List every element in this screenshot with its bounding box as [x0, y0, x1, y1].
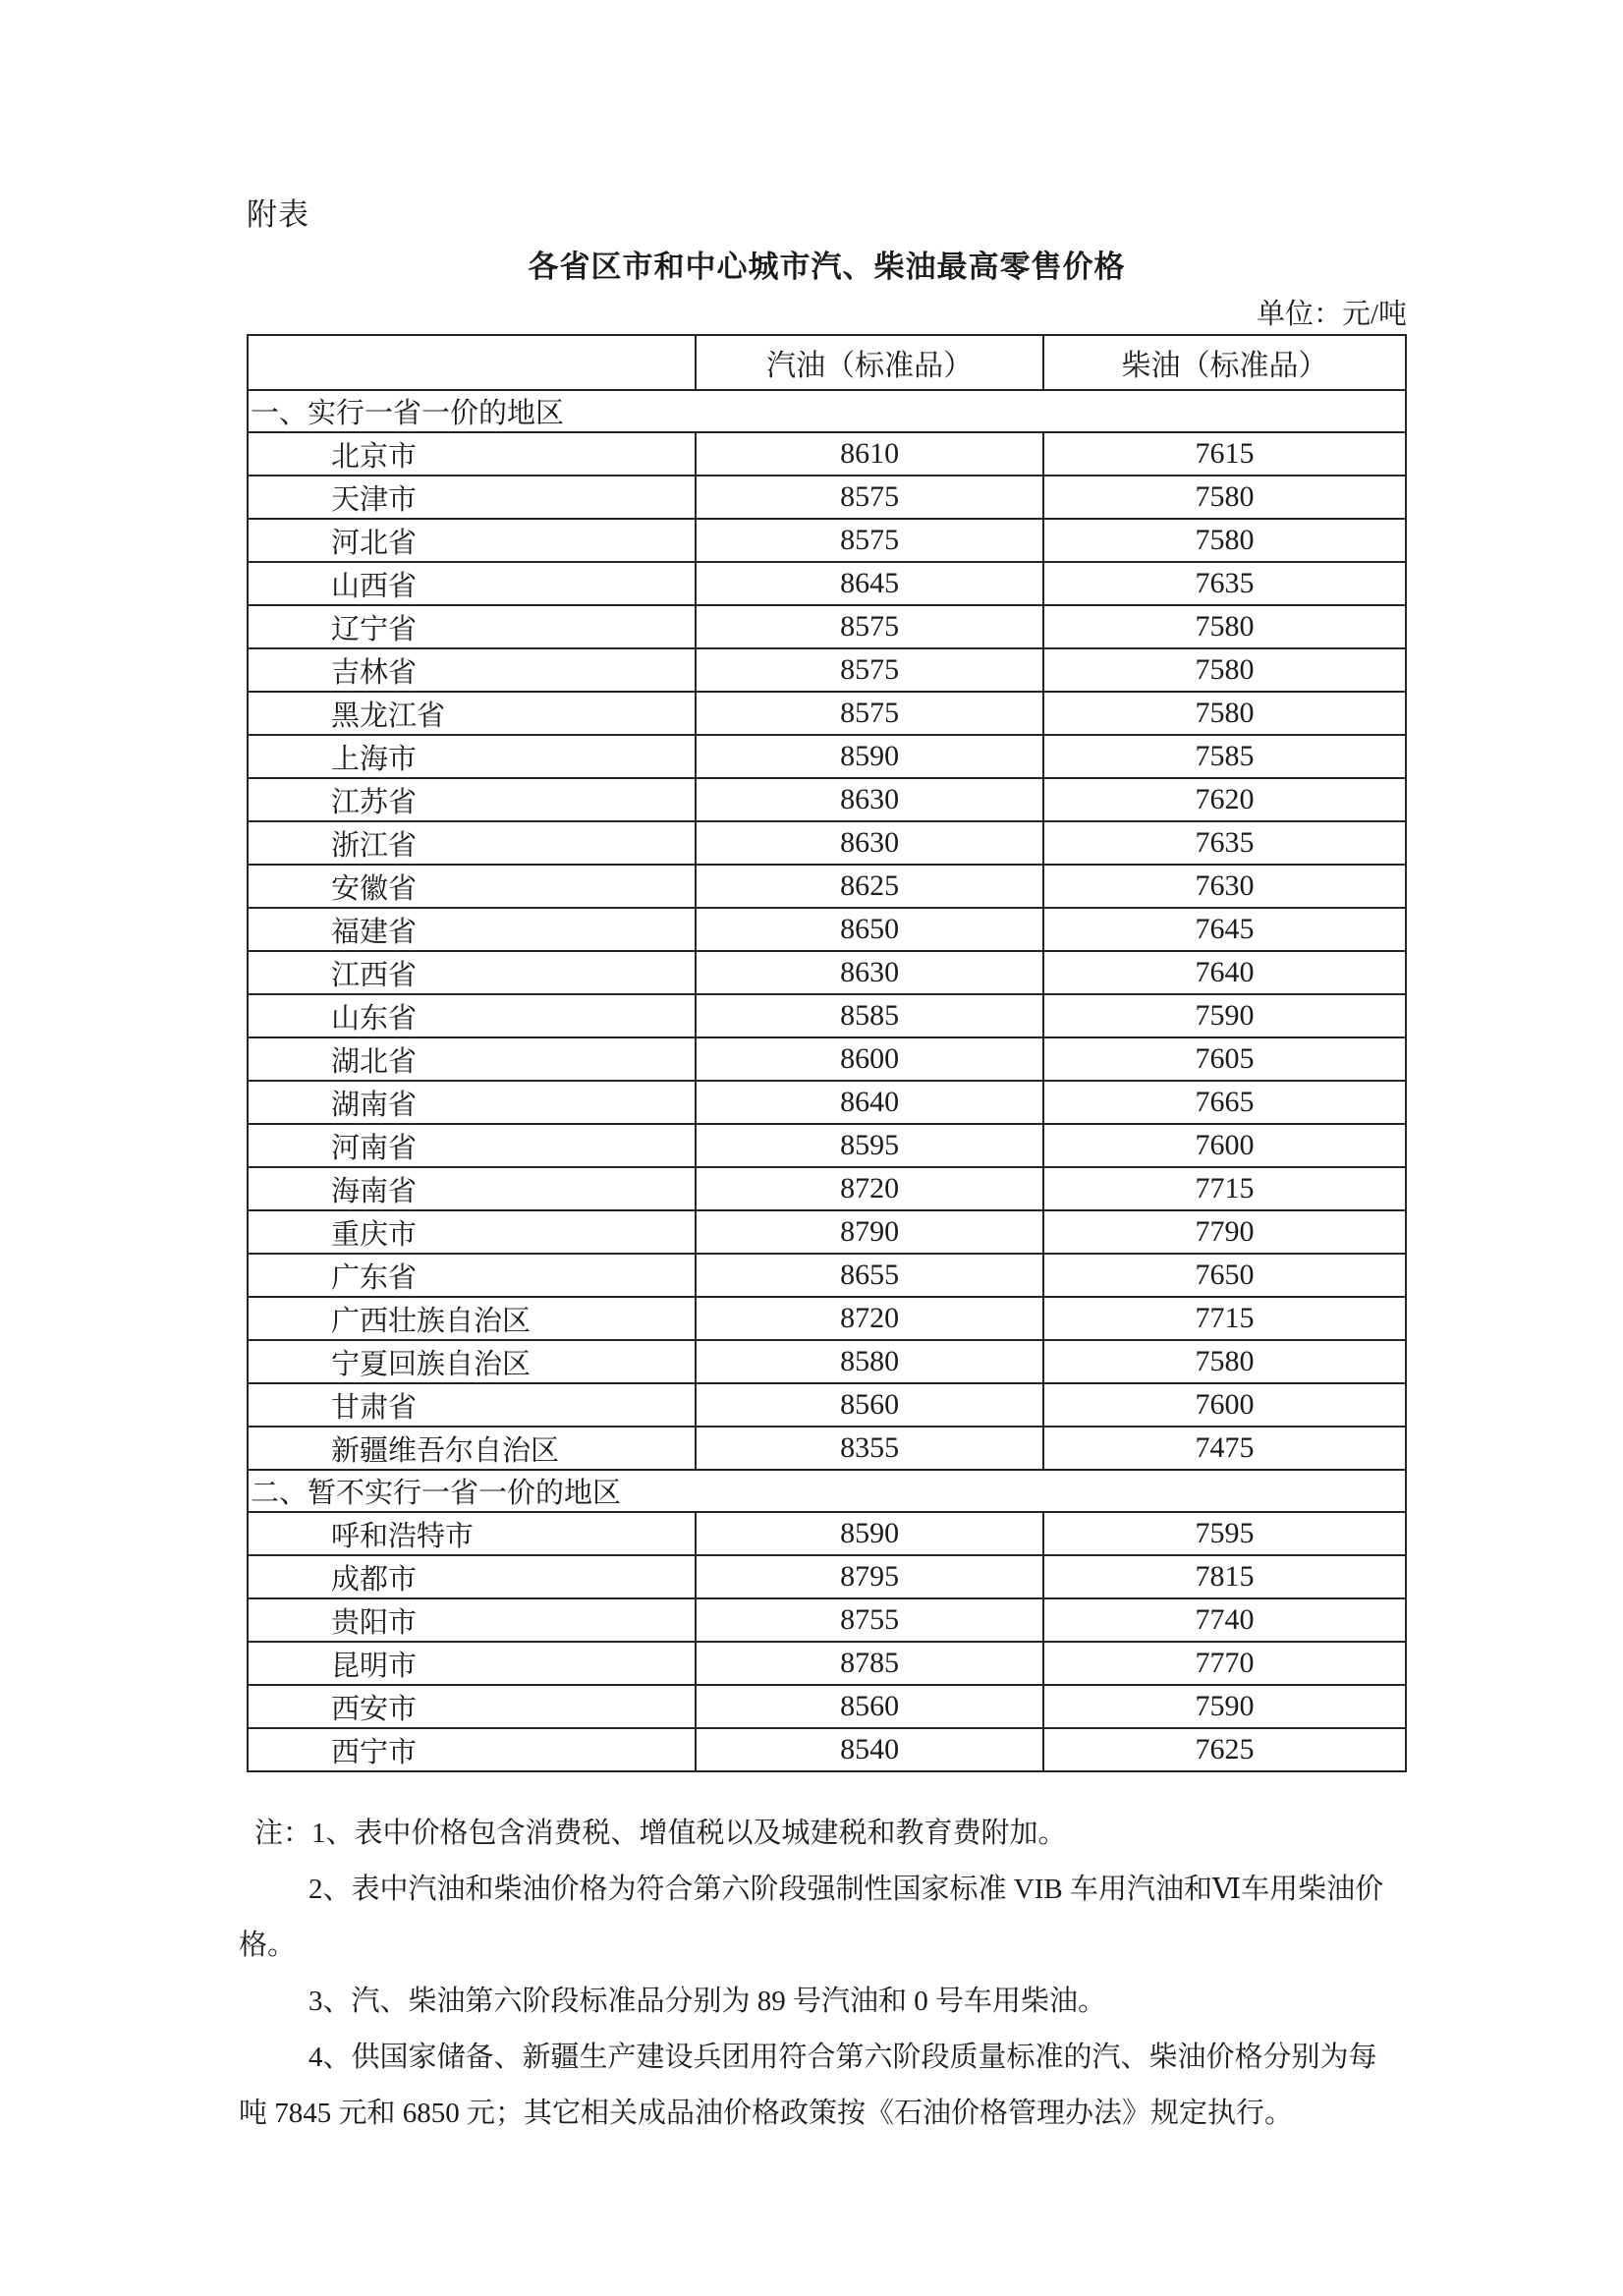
diesel-price-cell: 7635	[1043, 821, 1406, 865]
diesel-price-cell: 7620	[1043, 778, 1406, 821]
diesel-price-cell: 7645	[1043, 908, 1406, 951]
note-line: 4、供国家储备、新疆生产建设兵团用符合第六阶段质量标准的汽、柴油价格分别为每	[308, 2042, 1377, 2073]
gasoline-price-cell: 8720	[696, 1297, 1043, 1340]
table-row	[248, 1254, 1406, 1297]
region-cell: 北京市	[248, 432, 696, 476]
gasoline-price-cell: 8625	[696, 865, 1043, 908]
gasoline-price-cell: 8640	[696, 1081, 1043, 1124]
table-header-row	[248, 335, 1406, 390]
table-row	[248, 1297, 1406, 1340]
diesel-price-cell: 7630	[1043, 865, 1406, 908]
diesel-price-cell: 7590	[1043, 1685, 1406, 1728]
region-cell: 福建省	[248, 908, 696, 951]
region-cell: 成都市	[248, 1555, 696, 1598]
table-row	[248, 1512, 1406, 1555]
gasoline-price-cell: 8590	[696, 1512, 1043, 1555]
table-row	[248, 692, 1406, 735]
diesel-price-cell: 7600	[1043, 1124, 1406, 1167]
diesel-price-cell: 7580	[1043, 476, 1406, 519]
gasoline-price-cell: 8575	[696, 476, 1043, 519]
diesel-price-cell: 7475	[1043, 1427, 1406, 1470]
table-row	[248, 1598, 1406, 1642]
table-row	[248, 1555, 1406, 1598]
diesel-price-cell: 7715	[1043, 1297, 1406, 1340]
region-cell: 呼和浩特市	[248, 1512, 696, 1555]
gasoline-price-cell: 8655	[696, 1254, 1043, 1297]
note-line: 注：1、表中价格包含消费税、增值税以及城建税和教育费附加。	[254, 1818, 1067, 1849]
region-cell: 广东省	[248, 1254, 696, 1297]
table-row	[248, 1210, 1406, 1254]
region-cell: 天津市	[248, 476, 696, 519]
diesel-price-cell: 7580	[1043, 519, 1406, 562]
diesel-price-cell: 7615	[1043, 432, 1406, 476]
gasoline-price-cell: 8610	[696, 432, 1043, 476]
region-cell: 广西壮族自治区	[248, 1297, 696, 1340]
gasoline-price-cell: 8575	[696, 519, 1043, 562]
region-cell: 新疆维吾尔自治区	[248, 1427, 696, 1470]
gasoline-price-cell: 8645	[696, 562, 1043, 605]
section-heading-row	[248, 390, 1406, 432]
gasoline-price-cell: 8790	[696, 1210, 1043, 1254]
diesel-column-header: 柴油（标准品）	[1043, 335, 1406, 390]
appendix-label: 附表	[247, 197, 309, 232]
note-line: 3、汽、柴油第六阶段标准品分别为 89 号汽油和 0 号车用柴油。	[308, 1986, 1107, 2017]
price-table	[247, 334, 1407, 1772]
region-cell: 贵阳市	[248, 1598, 696, 1642]
region-cell: 河北省	[248, 519, 696, 562]
gasoline-price-cell: 8650	[696, 908, 1043, 951]
table-row	[248, 1427, 1406, 1470]
table-row	[248, 1340, 1406, 1383]
region-cell: 湖南省	[248, 1081, 696, 1124]
gasoline-price-cell: 8600	[696, 1037, 1043, 1081]
section-heading: 一、实行一省一价的地区	[248, 390, 1406, 432]
table-row	[248, 1037, 1406, 1081]
diesel-price-cell: 7625	[1043, 1728, 1406, 1771]
gasoline-price-cell: 8590	[696, 735, 1043, 778]
gasoline-price-cell: 8560	[696, 1685, 1043, 1728]
region-cell: 湖北省	[248, 1037, 696, 1081]
table-row	[248, 1728, 1406, 1771]
gasoline-price-cell: 8630	[696, 951, 1043, 994]
region-cell: 江苏省	[248, 778, 696, 821]
region-cell: 昆明市	[248, 1642, 696, 1685]
region-cell: 江西省	[248, 951, 696, 994]
gasoline-price-cell: 8575	[696, 605, 1043, 648]
gasoline-price-cell: 8575	[696, 648, 1043, 692]
region-column-header	[248, 335, 696, 390]
table-row	[248, 865, 1406, 908]
gasoline-price-cell: 8785	[696, 1642, 1043, 1685]
region-cell: 浙江省	[248, 821, 696, 865]
diesel-price-cell: 7650	[1043, 1254, 1406, 1297]
gasoline-price-cell: 8720	[696, 1167, 1043, 1210]
table-row	[248, 432, 1406, 476]
price-table-body	[248, 390, 1406, 1771]
region-cell: 辽宁省	[248, 605, 696, 648]
gasoline-price-cell: 8795	[696, 1555, 1043, 1598]
region-cell: 西宁市	[248, 1728, 696, 1771]
note-line: 2、表中汽油和柴油价格为符合第六阶段强制性国家标准 VIB 车用汽油和Ⅵ车用柴油价	[308, 1874, 1384, 1905]
gasoline-price-cell: 8580	[696, 1340, 1043, 1383]
gasoline-price-cell: 8595	[696, 1124, 1043, 1167]
table-row	[248, 1685, 1406, 1728]
diesel-price-cell: 7590	[1043, 994, 1406, 1037]
table-row	[248, 735, 1406, 778]
region-cell: 吉林省	[248, 648, 696, 692]
region-cell: 宁夏回族自治区	[248, 1340, 696, 1383]
region-cell: 山西省	[248, 562, 696, 605]
diesel-price-cell: 7740	[1043, 1598, 1406, 1642]
table-row	[248, 951, 1406, 994]
diesel-price-cell: 7580	[1043, 648, 1406, 692]
gasoline-price-cell: 8630	[696, 778, 1043, 821]
region-cell: 重庆市	[248, 1210, 696, 1254]
diesel-price-cell: 7665	[1043, 1081, 1406, 1124]
diesel-price-cell: 7595	[1043, 1512, 1406, 1555]
diesel-price-cell: 7790	[1043, 1210, 1406, 1254]
table-row	[248, 908, 1406, 951]
region-cell: 上海市	[248, 735, 696, 778]
table-row	[248, 778, 1406, 821]
region-cell: 甘肃省	[248, 1383, 696, 1427]
diesel-price-cell: 7585	[1043, 735, 1406, 778]
diesel-price-cell: 7715	[1043, 1167, 1406, 1210]
diesel-price-cell: 7580	[1043, 692, 1406, 735]
section-heading: 二、暂不实行一省一价的地区	[248, 1470, 1406, 1512]
region-cell: 山东省	[248, 994, 696, 1037]
gasoline-price-cell: 8560	[696, 1383, 1043, 1427]
region-cell: 安徽省	[248, 865, 696, 908]
note-line: 格。	[239, 1930, 297, 1961]
notes	[239, 1806, 1477, 2142]
gasoline-price-cell: 8755	[696, 1598, 1043, 1642]
region-cell: 黑龙江省	[248, 692, 696, 735]
table-row	[248, 476, 1406, 519]
table-row	[248, 519, 1406, 562]
table-row	[248, 1383, 1406, 1427]
page-title: 各省区市和中心城市汽、柴油最高零售价格	[528, 250, 1126, 284]
note-line: 吨 7845 元和 6850 元；其它相关成品油价格政策按《石油价格管理办法》规定执行。	[239, 2098, 1294, 2129]
diesel-price-cell: 7600	[1043, 1383, 1406, 1427]
unit-label: 单位：元/吨	[1256, 299, 1407, 330]
gasoline-price-cell: 8630	[696, 821, 1043, 865]
gasoline-price-cell: 8355	[696, 1427, 1043, 1470]
gasoline-price-cell: 8540	[696, 1728, 1043, 1771]
gasoline-price-cell: 8575	[696, 692, 1043, 735]
table-row	[248, 648, 1406, 692]
table-row	[248, 1124, 1406, 1167]
region-cell: 海南省	[248, 1167, 696, 1210]
gasoline-column-header: 汽油（标准品）	[696, 335, 1043, 390]
table-row	[248, 1642, 1406, 1685]
diesel-price-cell: 7605	[1043, 1037, 1406, 1081]
diesel-price-cell: 7815	[1043, 1555, 1406, 1598]
diesel-price-cell: 7580	[1043, 1340, 1406, 1383]
diesel-price-cell: 7580	[1043, 605, 1406, 648]
diesel-price-cell: 7640	[1043, 951, 1406, 994]
table-row	[248, 562, 1406, 605]
diesel-price-cell: 7770	[1043, 1642, 1406, 1685]
section-heading-row	[248, 1470, 1406, 1512]
table-row	[248, 1167, 1406, 1210]
diesel-price-cell: 7635	[1043, 562, 1406, 605]
table-row	[248, 821, 1406, 865]
table-row	[248, 1081, 1406, 1124]
table-row	[248, 605, 1406, 648]
region-cell: 西安市	[248, 1685, 696, 1728]
gasoline-price-cell: 8585	[696, 994, 1043, 1037]
region-cell: 河南省	[248, 1124, 696, 1167]
table-row	[248, 994, 1406, 1037]
